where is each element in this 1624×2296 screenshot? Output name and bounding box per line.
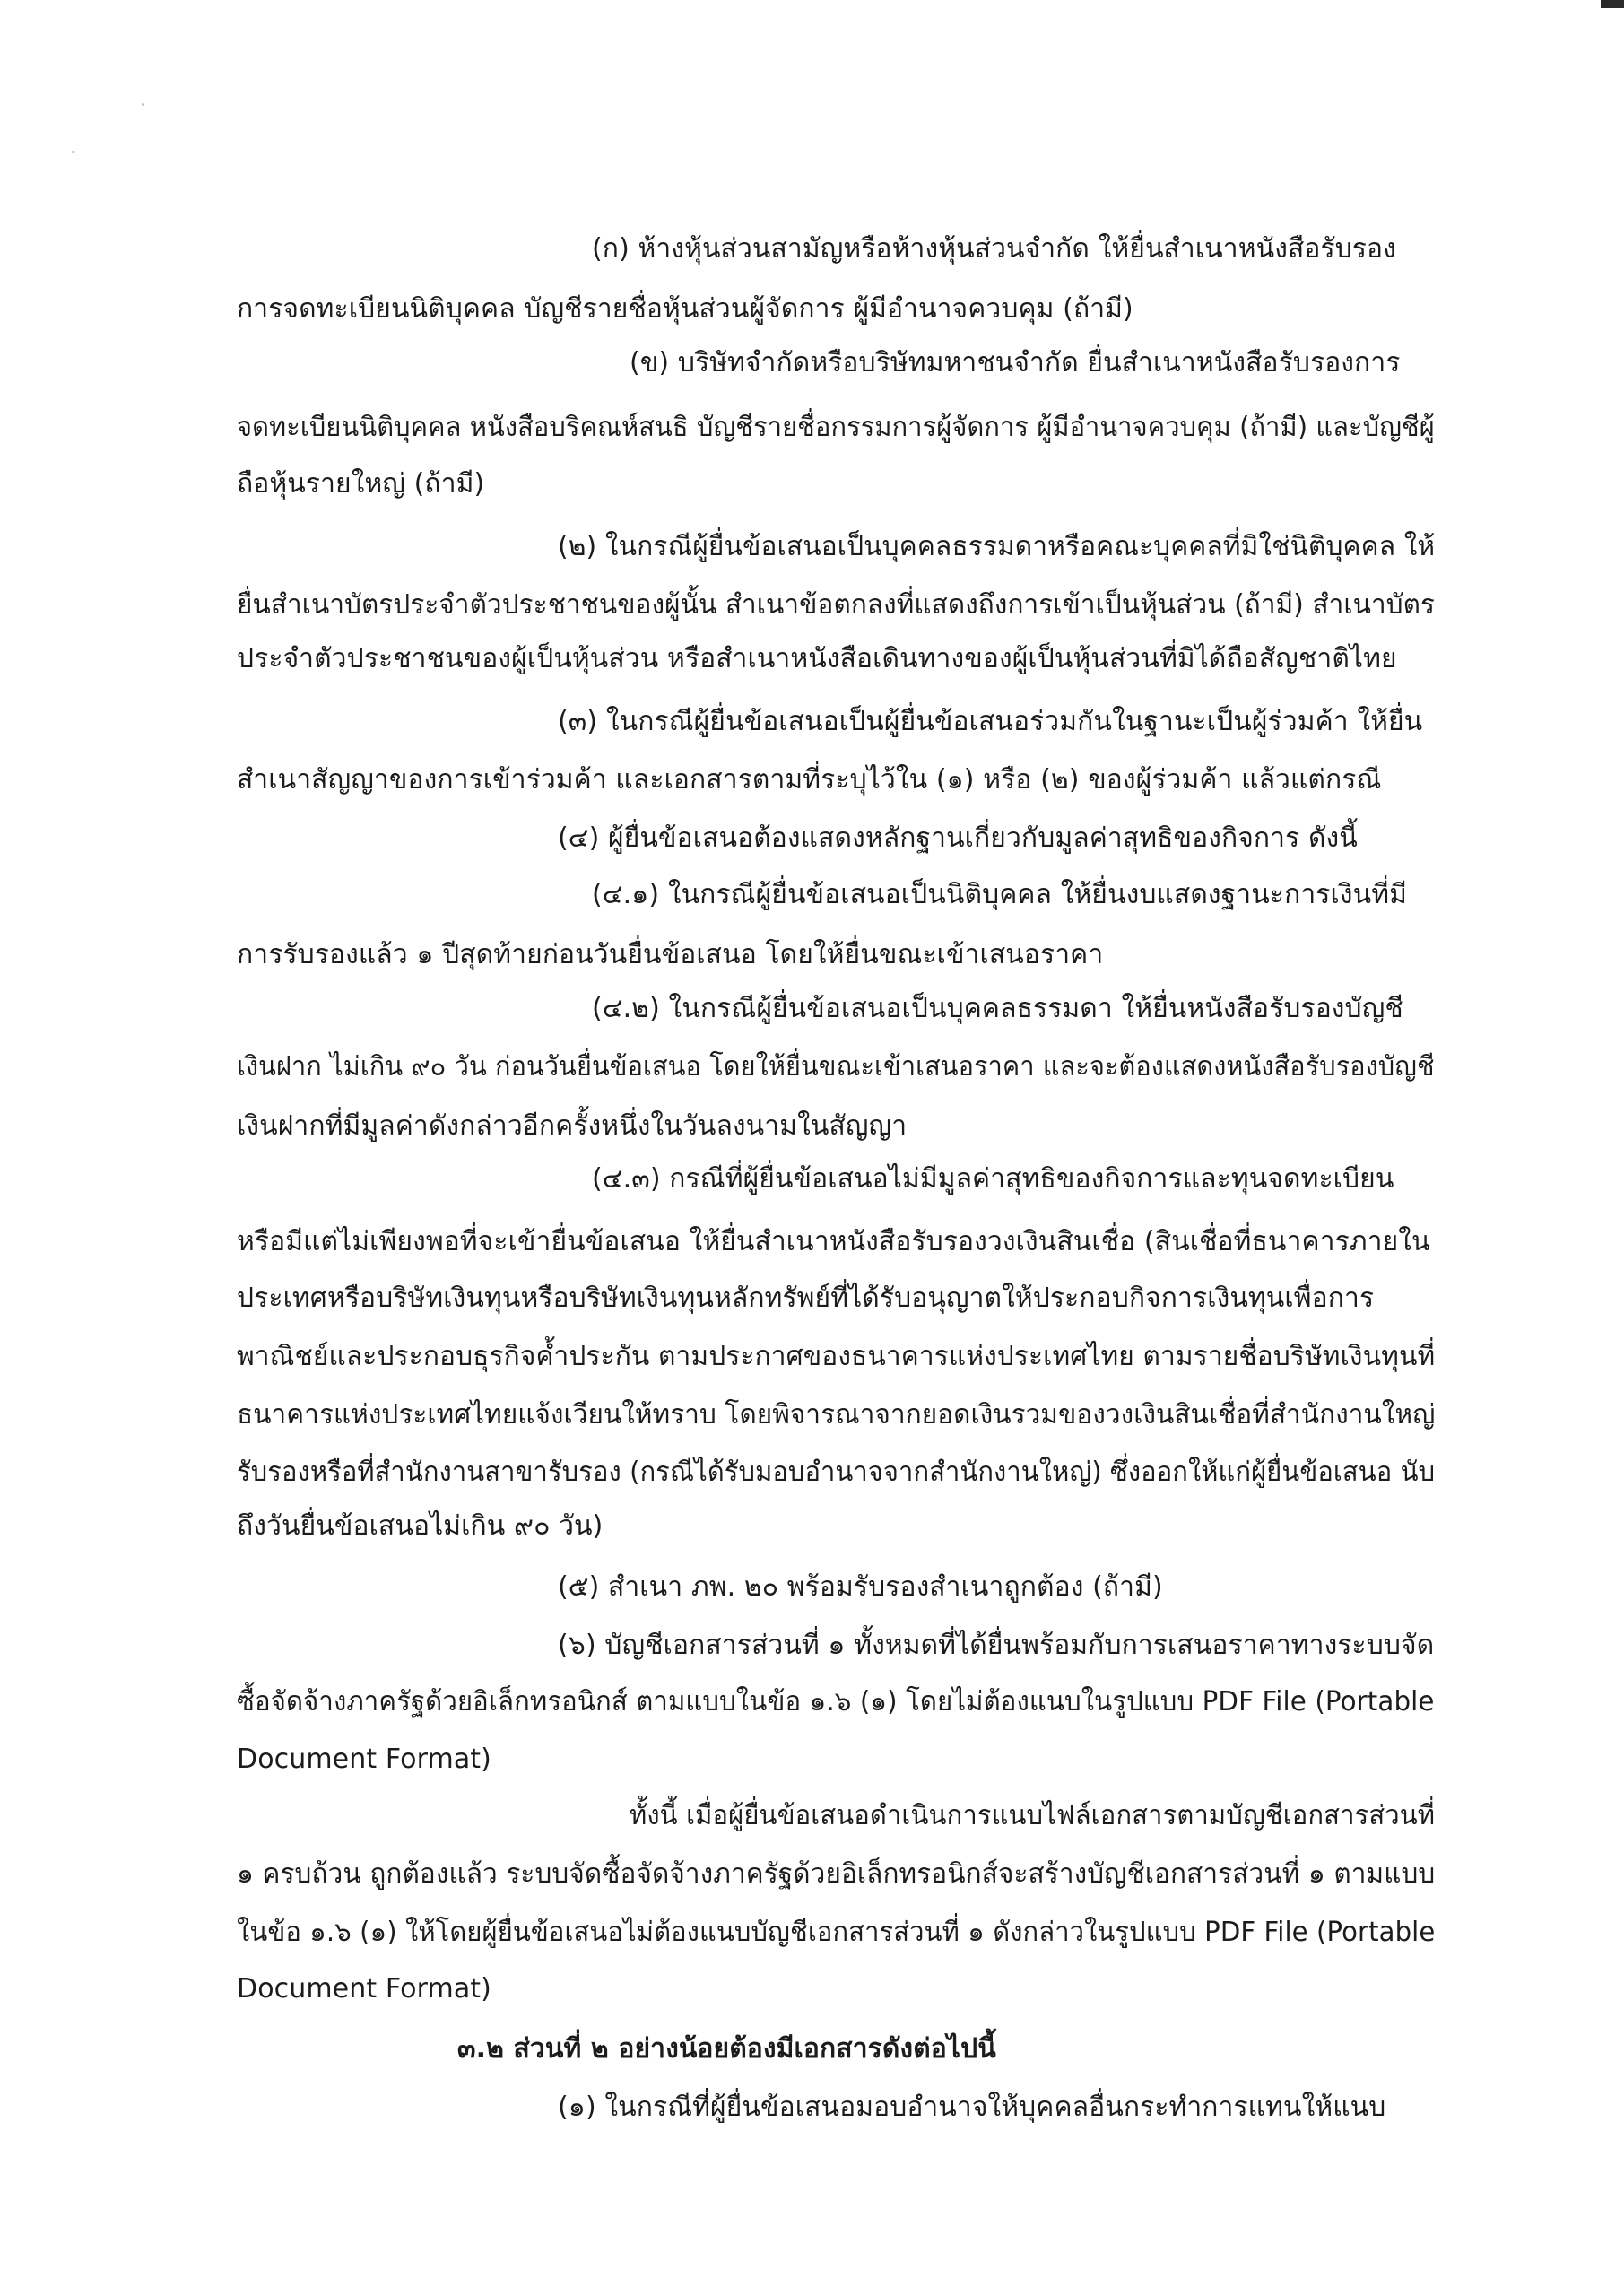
text-line: ประจำตัวประชาชนของผู้เป็นหุ้นส่วน หรือสำเนาหนังสือเดินทางของผู้เป็นหุ้นส่วนที่มิได้ถือสัญชาติไทย	[237, 643, 1397, 674]
text-line: สำเนาสัญญาของการเข้าร่วมค้า และเอกสารตามที่ระบุไว้ใน (๑) หรือ (๒) ของผู้ร่วมค้า แล้วแต่กรณี	[237, 764, 1382, 796]
text-line: รับรองหรือที่สำนักงานสาขารับรอง (กรณีได้รับมอบอำนาจจากสำนักงานใหญ่) ซึ่งออกให้แก่ผู้ยื่นข้อเสนอ นับ	[237, 1457, 1436, 1488]
text-line: (๕) สำเนา ภพ. ๒๐ พร้อมรับรองสำเนาถูกต้อง (ถ้ามี)	[558, 1571, 1163, 1603]
text-line: ในข้อ ๑.๖ (๑) ให้โดยผู้ยื่นข้อเสนอไม่ต้องแนบบัญชีเอกสารส่วนที่ ๑ ดังกล่าวในรูปแบบ PDF File (Portable	[237, 1917, 1436, 1948]
text-line: ถือหุ้นรายใหญ่ (ถ้ามี)	[237, 468, 485, 500]
text-line: ธนาคารแห่งประเทศไทยแจ้งเวียนให้ทราบ โดยพิจารณาจากยอดเงินรวมของวงเงินสินเชื่อที่สำนักงานใหญ่	[237, 1399, 1436, 1431]
text-line: จดทะเบียนนิติบุคคล หนังสือบริคณห์สนธิ บัญชีรายชื่อกรรมการผู้จัดการ ผู้มีอำนาจควบคุม (ถ้ามี) และบัญชีผู้	[237, 412, 1435, 443]
text-line: เงินฝาก ไม่เกิน ๙๐ วัน ก่อนวันยื่นข้อเสนอ โดยให้ยื่นขณะเข้าเสนอราคา และจะต้องแสดงหนังสือรับรองบัญชี	[237, 1051, 1435, 1083]
text-line: (๖) บัญชีเอกสารส่วนที่ ๑ ทั้งหมดที่ได้ยื่นพร้อมกับการเสนอราคาทางระบบจัด	[558, 1630, 1435, 1661]
text-line: Document Format)	[237, 1744, 491, 1775]
text-line: ๑ ครบถ้วน ถูกต้องแล้ว ระบบจัดซื้อจัดจ้างภาครัฐด้วยอิเล็กทรอนิกส์จะสร้างบัญชีเอกสารส่วนที่ ๑ ตามแบบ	[237, 1858, 1436, 1890]
text-line: (๔.๒) ในกรณีผู้ยื่นข้อเสนอเป็นบุคคลธรรมดา ให้ยื่นหนังสือรับรองบัญชี	[592, 993, 1403, 1024]
text-line: (๑) ในกรณีที่ผู้ยื่นข้อเสนอมอบอำนาจให้บุคคลอื่นกระทำการแทนให้แนบ	[558, 2092, 1386, 2123]
text-line: การรับรองแล้ว ๑ ปีสุดท้ายก่อนวันยื่นข้อเสนอ โดยให้ยื่นขณะเข้าเสนอราคา	[237, 939, 1104, 970]
text-line: การจดทะเบียนนิติบุคคล บัญชีรายชื่อหุ้นส่วนผู้จัดการ ผู้มีอำนาจควบคุม (ถ้ามี)	[237, 293, 1133, 325]
text-line: หรือมีแต่ไม่เพียงพอที่จะเข้ายื่นข้อเสนอ ให้ยื่นสำเนาหนังสือรับรองวงเงินสินเชื่อ (สินเชื่อที่ธนาคารภายใน	[237, 1226, 1430, 1257]
text-line: ทั้งนี้ เมื่อผู้ยื่นข้อเสนอดำเนินการแนบไฟล์เอกสารตามบัญชีเอกสารส่วนที่	[630, 1800, 1436, 1831]
text-line: ซื้อจัดจ้างภาครัฐด้วยอิเล็กทรอนิกส์ ตามแบบในข้อ ๑.๖ (๑) โดยไม่ต้องแนบในรูปแบบ PDF File (Portable	[237, 1686, 1435, 1718]
text-line: (๒) ในกรณีผู้ยื่นข้อเสนอเป็นบุคคลธรรมดาหรือคณะบุคคลที่มิใช่นิติบุคคล ให้	[558, 531, 1436, 562]
text-line: (ก) ห้างหุ้นส่วนสามัญหรือห้างหุ้นส่วนจำกัด ให้ยื่นสำเนาหนังสือรับรอง	[592, 233, 1396, 265]
text-line: ถึงวันยื่นข้อเสนอไม่เกิน ๙๐ วัน)	[237, 1510, 604, 1542]
text-line: (ข) บริษัทจำกัดหรือบริษัทมหาชนจำกัด ยื่นสำเนาหนังสือรับรองการ	[630, 347, 1401, 378]
text-line: พาณิชย์และประกอบธุรกิจค้ำประกัน ตามประกาศของธนาคารแห่งประเทศไทย ตามรายชื่อบริษัทเงินทุนที่	[237, 1341, 1436, 1372]
text-line: (๓) ในกรณีผู้ยื่นข้อเสนอเป็นผู้ยื่นข้อเสนอร่วมกันในฐานะเป็นผู้ร่วมค้า ให้ยื่น	[558, 706, 1423, 737]
section-heading: ๓.๒ ส่วนที่ ๒ อย่างน้อยต้องมีเอกสารดังต่อไปนี้	[457, 2033, 996, 2065]
text-line: (๔.๑) ในกรณีผู้ยื่นข้อเสนอเป็นนิติบุคคล ให้ยื่นงบแสดงฐานะการเงินที่มี	[592, 879, 1407, 910]
text-line: ยื่นสำเนาบัตรประจำตัวประชาชนของผู้นั้น สำเนาข้อตกลงที่แสดงถึงการเข้าเป็นหุ้นส่วน (ถ้ามี) สำเนาบัตร	[237, 589, 1436, 621]
text-line: (๔.๓) กรณีที่ผู้ยื่นข้อเสนอไม่มีมูลค่าสุทธิของกิจการและทุนจดทะเบียน	[592, 1163, 1394, 1195]
text-line: เงินฝากที่มีมูลค่าดังกล่าวอีกครั้งหนึ่งในวันลงนามในสัญญา	[237, 1110, 908, 1142]
text-line: Document Format)	[237, 1973, 491, 2005]
text-line: (๔) ผู้ยื่นข้อเสนอต้องแสดงหลักฐานเกี่ยวกับมูลค่าสุทธิของกิจการ ดังนี้	[558, 822, 1358, 854]
text-line: ประเทศหรือบริษัทเงินทุนหรือบริษัทเงินทุนหลักทรัพย์ที่ได้รับอนุญาตให้ประกอบกิจการเงินทุนเพื่อการ	[237, 1283, 1375, 1314]
